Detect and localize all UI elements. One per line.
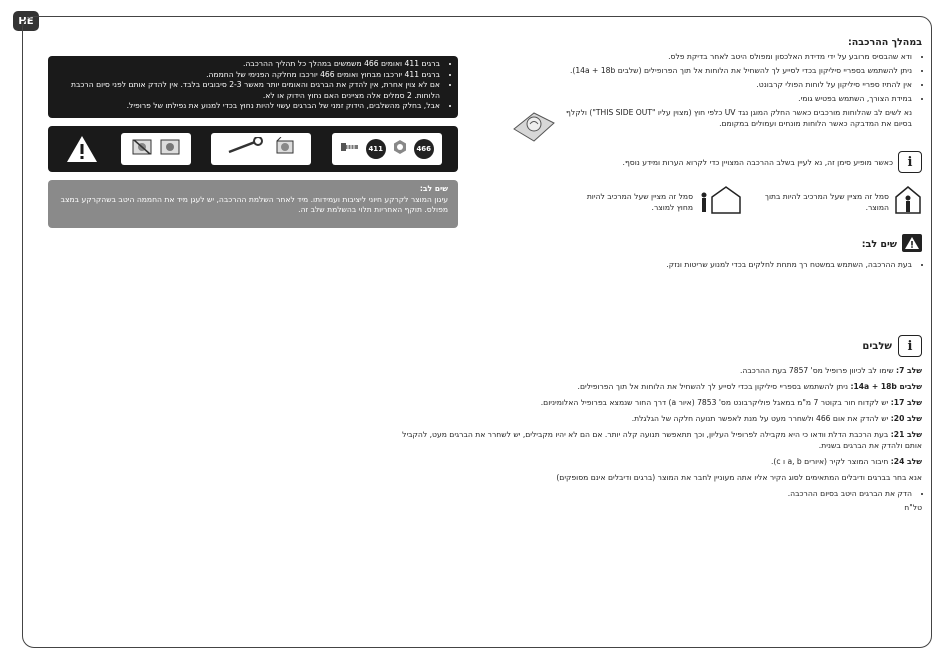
step-label: שלב 17: [890, 398, 922, 407]
screw-icon-bar [48, 126, 458, 172]
no-tighten-icon [131, 137, 153, 161]
screw-nut-panel [332, 133, 442, 165]
wall-fixing-note: אנא בחר בברגים ודיבלים המתאימים לסוג הקיר אליו אתה מעוניין לחבר את המוצר (ברגים ודיבלים אינם מסופקים) [556, 473, 922, 482]
anchoring-note [48, 180, 458, 228]
step-text: שימו לב לכיוון פרופיל מס' 7857 בעת ההרכבה. [739, 366, 894, 375]
step-item [402, 413, 922, 424]
inside-symbol [752, 185, 922, 218]
step-text: בעת הרכבת הדלת וודאו כי היא מקבילה לפרופיל העליון, וכך תתאפשר תנועה קלה יותר. אם הם לא יהיו מקבילים, יש לשחרר את הברגים מעט, להקביל אותם ולהדק את הברגים בשנית. [402, 430, 922, 450]
step-label: שלב 20: [890, 414, 922, 423]
assembly-bullet: • אין להתיז ספריי סיליקון על לוחות הפולי קרבונט. [512, 79, 912, 90]
no-tighten-panel [121, 133, 191, 165]
tighten-panel [211, 133, 311, 165]
caution-list [512, 259, 922, 270]
outside-symbol [574, 185, 744, 218]
info-icon: i [898, 151, 922, 173]
info-note-text: כאשר מופיע סימן זה, נא לעיין בשלב ההרכבה המצויין כדי לקרוא הערות ומידע נוסף. [622, 157, 893, 167]
uv-text: נא לשים לב שהלוחות מורכבים כאשר החלק המוגן נגד UV כלפי חוץ (מצוין עליו "THIS SIDE OUT") ולקלף בסיום את המדבקה כאשר הלוחות מונחים ועמולים במקומם. [566, 108, 912, 128]
step-item [402, 397, 922, 408]
steps-info-icon: i [898, 335, 922, 357]
steps-section [402, 335, 922, 518]
assembly-title: במהלך ההרכבה: [847, 37, 922, 48]
assembly-section [512, 37, 922, 273]
step-text: חיבור המוצר לקיר (איורים a, b ו c). [770, 457, 889, 466]
nut-466-badge: 466 [414, 139, 434, 159]
nut-icon [392, 139, 408, 159]
anchoring-note-title: שים לב: [419, 184, 448, 193]
assembly-list [512, 51, 922, 146]
caution-heading [512, 234, 922, 255]
outside-symbol-text: סמל זה מציין שעל המרכיב להיות מחוץ למוצר. [586, 191, 693, 212]
wall-fixing-list [402, 488, 922, 499]
assembly-bullet-uv [512, 107, 912, 146]
symbols-row [512, 185, 922, 218]
step-item [402, 381, 922, 392]
info-note-row [512, 151, 922, 173]
screws-bullet: • אבל, בחלק מהשלבים, הידוק זמני של הברגים עשוי להיות נחוץ בכדי למנוע את נפילתו של פרופיל. [56, 101, 440, 112]
caution-warning-icon [902, 234, 922, 255]
step-text: יש לקדוח חור בקוטר 7 מ"מ במאגל פוליקרבונט מס' 7853 (איור a) דרך החור שנמצא בפרופיל האלומיניום. [540, 398, 889, 407]
screws-bullet: • ברגים 411 ואומים 466 משמשים במהלך כל תהליך ההרכבה. [56, 59, 440, 70]
uv-sticker-icon [512, 107, 556, 146]
house-person-inside-icon [894, 185, 922, 218]
caution-title: שים לב: [861, 239, 897, 250]
step-text: ניתן להשתמש בספריי סיליקון בכדי לסייע לך להשחיל את הלוחות אל תוך הפרופילים. [577, 382, 849, 391]
tightened-bolt-icon [275, 137, 297, 161]
step-item [402, 429, 922, 451]
step-item [402, 456, 922, 467]
step-label: שלב 7: [896, 366, 922, 375]
bolt-nut-icon [159, 137, 181, 161]
wall-fixing-bullet: • הדק את הברגים היטב בסיום ההרכבה. [402, 488, 912, 499]
screws-bullet: • אם לא צוין אחרת, אין להדק את הברגים והאומים יותר מאשר 2-3 סיבובים בלבד. אין להדק אותם לפני סיום הרכבת הלוחות. 2 סמלים אלה מציינים האם נחוץ הידוק או לא. [56, 80, 440, 101]
assembly-bullet: • במידת הצורך, השתמש בפטיש גומי. [512, 93, 912, 104]
house-person-outside-icon [698, 185, 744, 218]
screws-info-list [56, 59, 450, 112]
step-text: יש להדק את אום 466 ולשחרר מעט על מנת לאפשר תנועה חלקה של הגלגלת. [631, 414, 889, 423]
assembly-bullet: • ודא שהבסיס מרובע על ידי מדידת האלכסון ומפולס היטב לאחר בדיקת פלס. [512, 51, 912, 62]
language-tab: HE [13, 11, 39, 31]
wrench-icon [225, 137, 269, 161]
steps-heading [402, 335, 922, 357]
tbd-note: טל"ח [904, 503, 922, 512]
warning-icon [64, 131, 100, 167]
inside-symbol-text: סמל זה מציין שעל המרכיב להיות בתוך המוצר. [764, 191, 889, 212]
screws-info-box [48, 56, 458, 118]
step-item [402, 365, 922, 376]
step-label: שלבים 14a + 18b: [850, 382, 922, 391]
screw-411-badge: 411 [366, 139, 386, 159]
caution-text: • בעת ההרכבה, השתמש במשטח רך מתחת לחלקים בכדי למנוע שריטות ונזק. [512, 259, 912, 270]
bolt-icon [340, 139, 360, 159]
step-label: שלב 21: [890, 430, 922, 439]
step-label: שלב 24: [890, 457, 922, 466]
steps-title: שלבים [862, 340, 892, 352]
assembly-bullet: • ניתן להשתמש בספריי סיליקון בכדי לסייע לך להשחיל את הלוחות אל תוך הפרופילים (שלבים 14a + 18b). [512, 65, 912, 76]
screws-bullet: • ברגים 411 יורכבו מבחוץ ואומים 466 יורכבו מחלקה הפנימי של החממה. [56, 70, 440, 81]
anchoring-note-text: עיגון המוצר לקרקע חיוני ליציבות ועמידותו. מיד לאחר השלמת ההרכבה, יש לעגן מיד את החממה היטב בשהקרקע במצב מפולס. תוקף האחריות תלוי בהשלמת שלב זה. [60, 194, 448, 214]
